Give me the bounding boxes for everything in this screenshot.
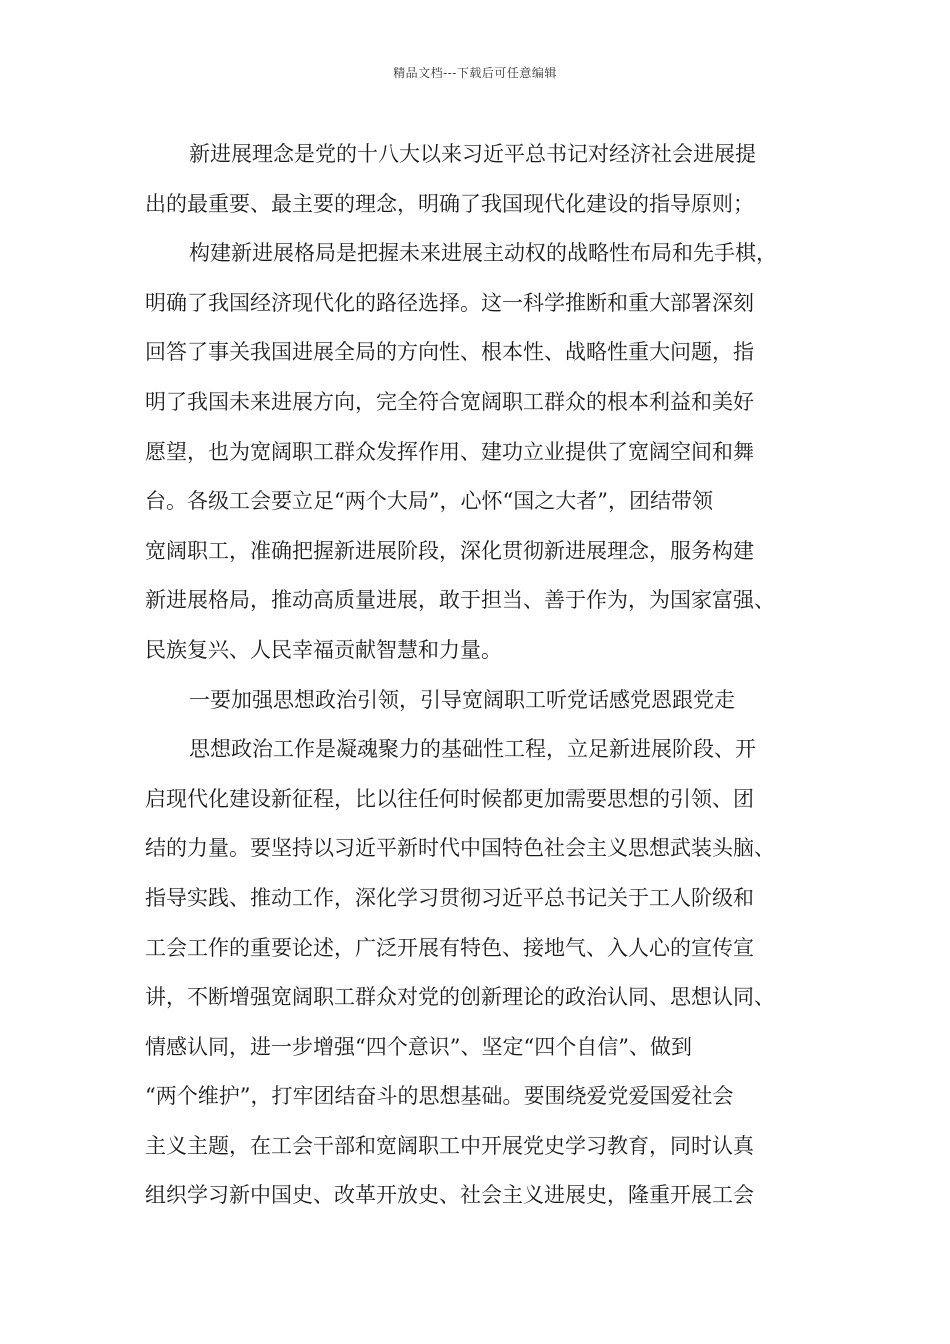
paragraph-line: 构建新进展格局是把握未来进展主动权的战略性布局和先手棋， bbox=[189, 241, 777, 266]
paragraph-line: 愿望，也为宽阔职工群众发挥作用、建功立业提供了宽阔空间和舞 bbox=[145, 439, 754, 464]
paragraph-line: 讲，不断增强宽阔职工群众对党的创新理论的政治认同、思想认同、 bbox=[145, 985, 775, 1010]
section-heading: 一要加强思想政治引领，引导宽阔职工听党话感党恩跟党走 bbox=[189, 687, 735, 712]
paragraph-line: 组织学习新中国史、改革开放史、社会主义进展史，隆重开展工会 bbox=[145, 1183, 754, 1208]
paragraph-line: 主义主题，在工会干部和宽阔职工中开展党史学习教育，同时认真 bbox=[145, 1133, 754, 1158]
paragraph-line: 台。各级工会要立足“两个大局”，心怀“国之大者”，团结带领 bbox=[145, 489, 713, 514]
paragraph-line: 明了我国未来进展方向，完全符合宽阔职工群众的根本利益和美好 bbox=[145, 389, 754, 414]
paragraph-line: “两个维护”，打牢团结奋斗的思想基础。要围绕爱党爱国爱社会 bbox=[145, 1084, 734, 1109]
paragraph-line: 启现代化建设新征程，比以往任何时候都更加需要思想的引领、团 bbox=[145, 786, 754, 811]
paragraph-line: 指导实践、推动工作，深化学习贯彻习近平总书记关于工人阶级和 bbox=[145, 885, 754, 910]
page-header: 精品文档---下载后可任意编辑 bbox=[393, 66, 557, 80]
paragraph-line: 明确了我国经济现代化的路径选择。这一科学推断和重大部署深刻 bbox=[145, 290, 754, 315]
paragraph-line: 新进展理念是党的十八大以来习近平总书记对经济社会进展提 bbox=[189, 142, 756, 166]
paragraph-line: 情感认同，进一步增强“四个意识”、坚定“四个自信”、做到 bbox=[145, 1034, 692, 1059]
paragraph-line: 宽阔职工，准确把握新进展阶段，深化贯彻新进展理念，服务构建 bbox=[145, 538, 754, 563]
paragraph-line: 结的力量。要坚持以习近平新时代中国特色社会主义思想武装头脑、 bbox=[145, 836, 775, 861]
paragraph-line: 出的最重要、最主要的理念，明确了我国现代化建设的指导原则； bbox=[145, 191, 754, 216]
paragraph-line: 新进展格局，推动高质量进展，敢于担当、善于作为，为国家富强、 bbox=[145, 588, 775, 613]
paragraph-line: 思想政治工作是凝魂聚力的基础性工程，立足新进展阶段、开 bbox=[189, 737, 756, 762]
paragraph-line: 回答了事关我国进展全局的方向性、根本性、战略性重大问题，指 bbox=[145, 340, 754, 365]
document-body bbox=[145, 130, 810, 1221]
paragraph-line: 工会工作的重要论述，广泛开展有特色、接地气、入人心的宣传宣 bbox=[145, 935, 754, 960]
paragraph-line: 民族复兴、人民幸福贡献智慧和力量。 bbox=[145, 637, 502, 662]
